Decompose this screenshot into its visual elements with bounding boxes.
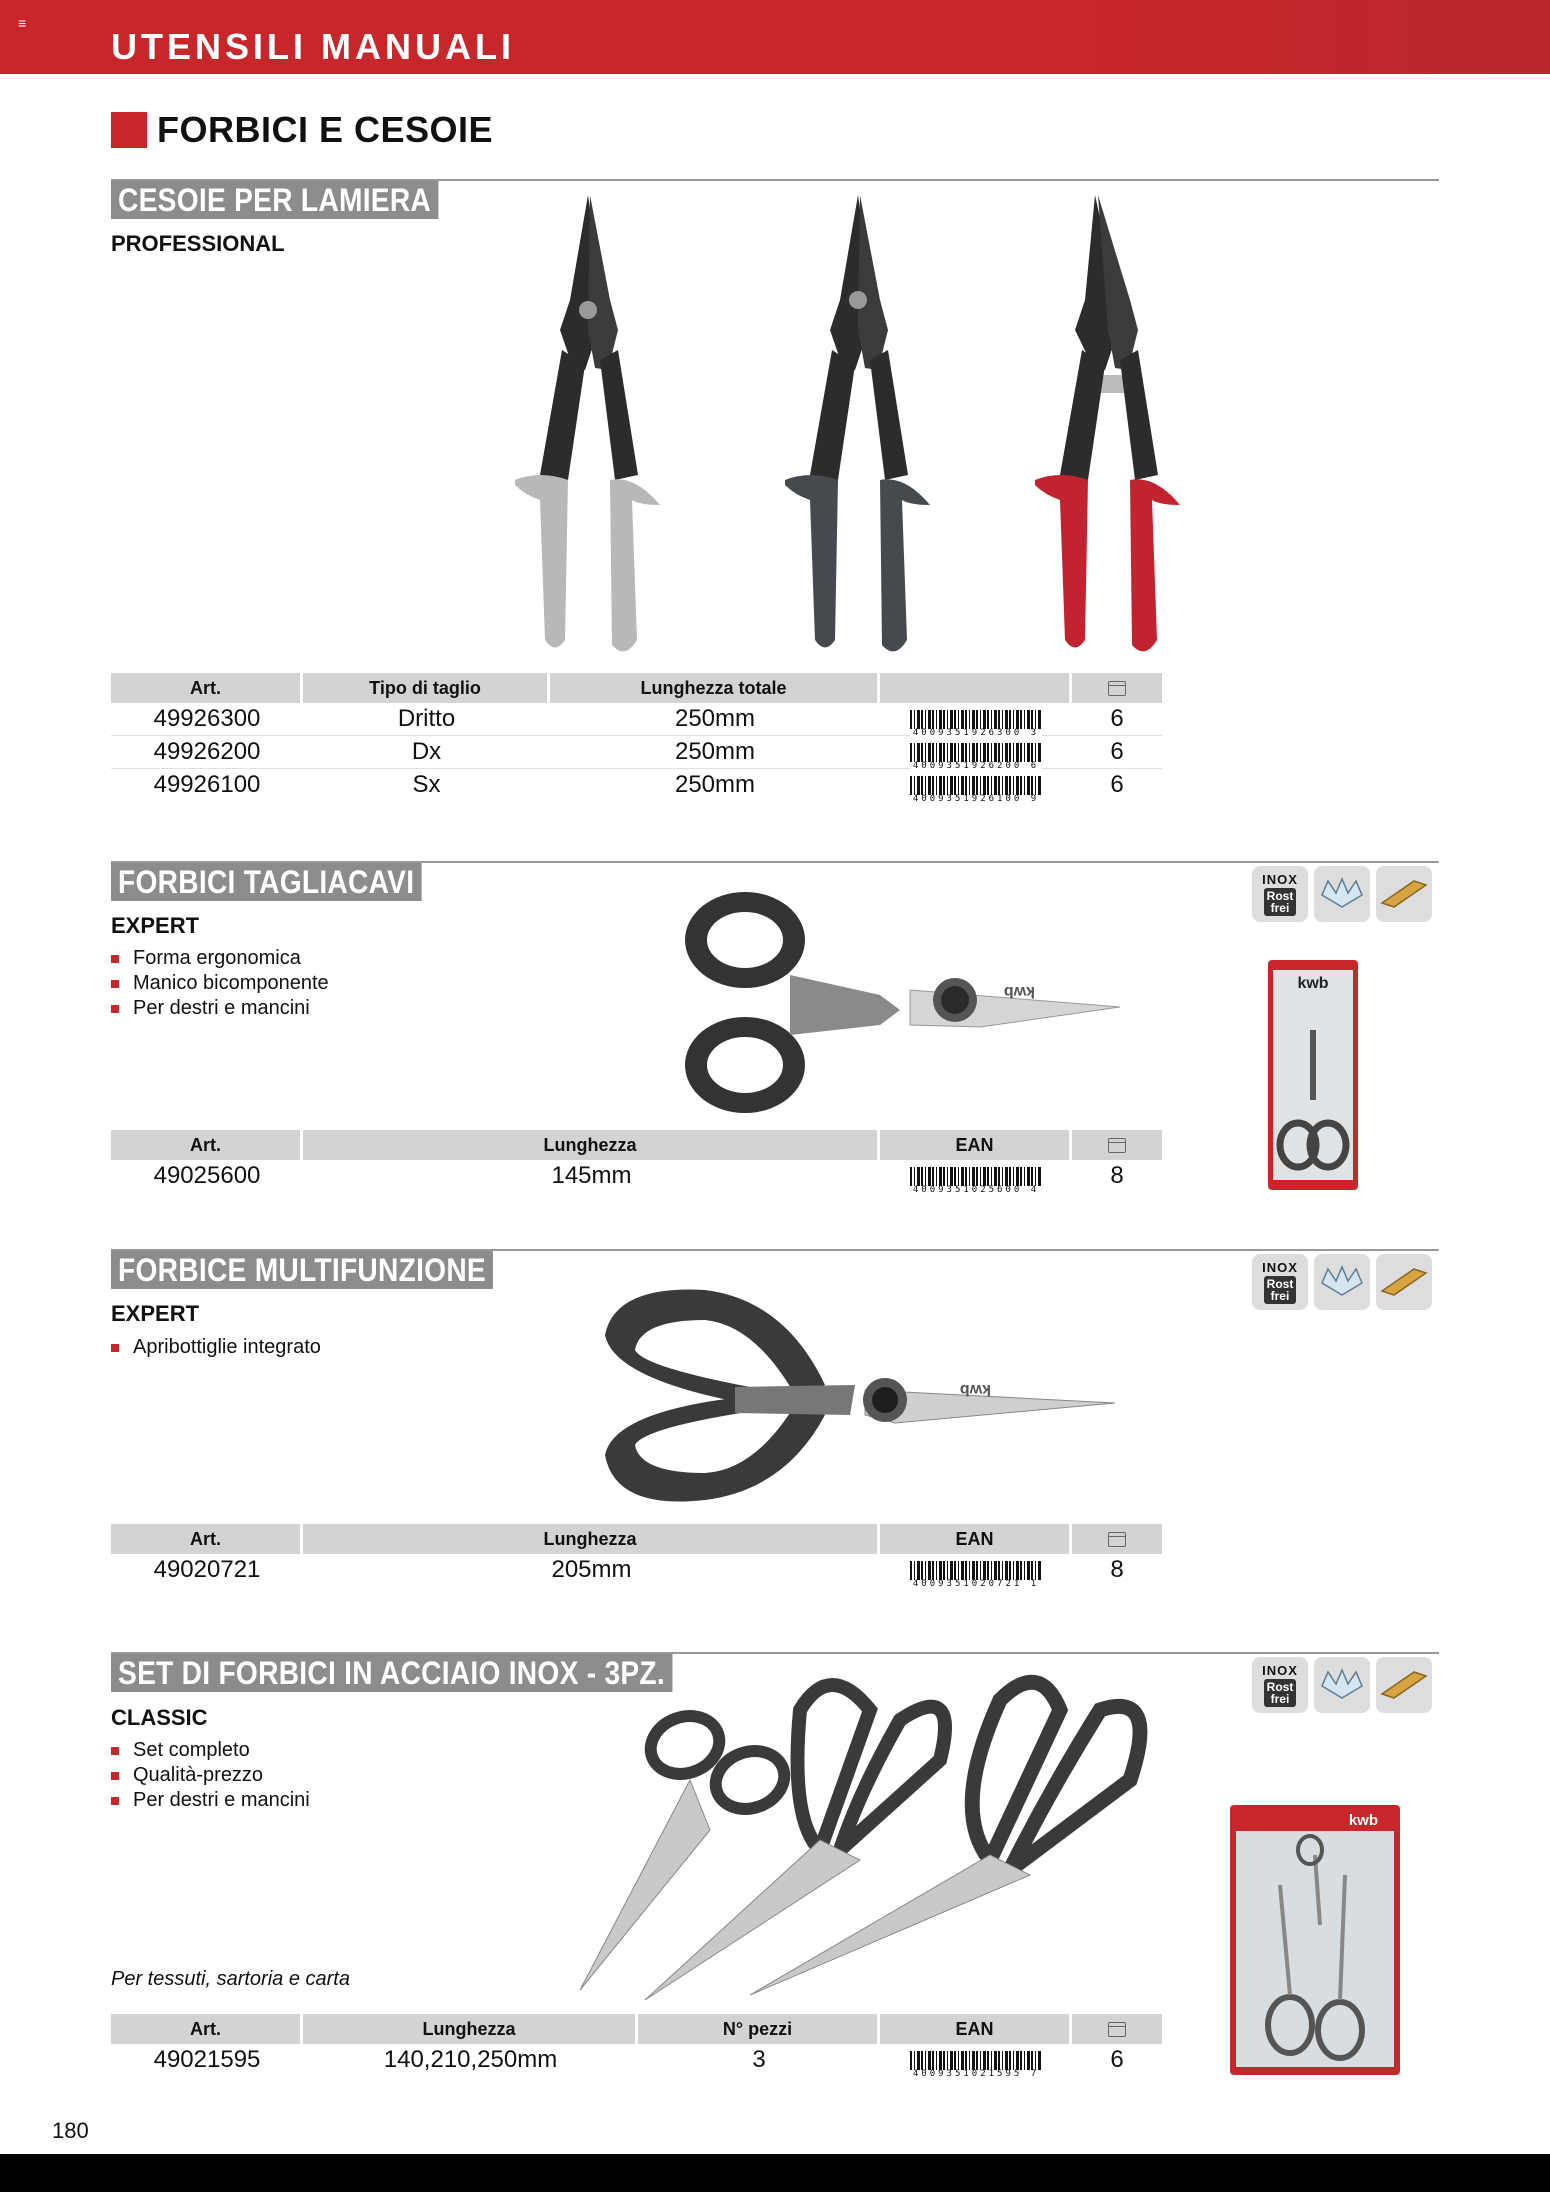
- col-art: Art.: [111, 673, 303, 703]
- red-bullet-icon: [111, 1005, 119, 1013]
- box-icon: [1108, 1532, 1126, 1547]
- box-qty: 6: [1072, 736, 1162, 769]
- red-bullet-icon: [111, 1747, 119, 1755]
- inox-rost-frei-icon: INOX Rost frei: [1252, 1657, 1308, 1713]
- box-qty: 6: [1110, 2046, 1124, 2073]
- col-ean: EAN: [880, 1524, 1072, 1554]
- barcode-number: 4009351926200 6: [910, 762, 1042, 771]
- feature-list: [111, 1738, 310, 1813]
- small-scissors: [580, 1707, 792, 1990]
- brand-label: kwb: [959, 1381, 991, 1398]
- length: 140,210,250mm: [383, 2046, 558, 2073]
- col-tipo-taglio: Tipo di taglio: [303, 673, 550, 703]
- piece-count: 3: [752, 2046, 766, 2073]
- table-row: [111, 2044, 1162, 2076]
- wood-board-icon: [1376, 1254, 1432, 1310]
- barcode-number: 4009351020721 1: [910, 1580, 1042, 1589]
- col-box-qty: [1072, 673, 1162, 703]
- cable-scissors-image: [680, 885, 1125, 1125]
- box-icon: [1108, 1138, 1126, 1153]
- col-box-qty: [1072, 1524, 1162, 1554]
- table-header-row: [111, 1130, 1162, 1160]
- section-subtitle: CLASSIC: [111, 1705, 208, 1730]
- inox-rost-frei-icon: INOX Rost frei: [1252, 866, 1308, 922]
- origami-boat-icon: [1314, 1657, 1370, 1713]
- section-subtitle: EXPERT: [111, 913, 200, 938]
- list-item: Manico bicomponente: [111, 971, 329, 996]
- section-title: FORBICI TAGLIACAVI: [111, 863, 421, 901]
- product-table-set-forbici: [111, 2014, 1162, 2079]
- list-item: Apribottiglie integrato: [111, 1335, 321, 1360]
- col-num-pezzi: N° pezzi: [638, 2014, 880, 2044]
- section-title: FORBICE MULTIFUNZIONE: [111, 1251, 493, 1289]
- table-row: [111, 1160, 1162, 1192]
- length: 250mm: [550, 736, 880, 769]
- red-bullet-icon: [111, 1772, 119, 1780]
- origami-boat-icon: [1314, 866, 1370, 922]
- barcode: [880, 736, 1072, 769]
- art-number: 49021595: [153, 2046, 261, 2073]
- barcode: [880, 703, 1072, 736]
- menu-icon[interactable]: ≡: [18, 15, 27, 31]
- brand-label: kwb: [1003, 983, 1035, 1000]
- cut-type: Dx: [303, 736, 550, 769]
- col-box-qty: [1072, 1130, 1162, 1160]
- brand-label: kwb: [1348, 1812, 1378, 1829]
- wood-board-icon: [1376, 866, 1432, 922]
- wood-board-icon: [1376, 1657, 1432, 1713]
- red-bullet-icon: [111, 980, 119, 988]
- blister-pack-set-image: [1230, 1805, 1400, 2075]
- barcode-icon: [910, 2051, 1042, 2079]
- art-number: 49025600: [153, 1162, 261, 1189]
- barcode: [880, 2044, 1072, 2079]
- red-bullet-icon: [111, 1344, 119, 1352]
- art-number: 49926200: [111, 736, 303, 769]
- art-number: 49926300: [111, 703, 303, 736]
- inox-rost-frei-icon: INOX Rost frei: [1252, 1254, 1308, 1310]
- multifunction-scissors-image: [595, 1275, 1125, 1515]
- barcode-number: 4009351021595 7: [910, 2070, 1042, 2079]
- table-row: [111, 703, 1162, 736]
- box-qty: 6: [1110, 771, 1124, 798]
- section-title: CESOIE PER LAMIERA: [111, 181, 438, 219]
- col-lunghezza: Lunghezza: [303, 2014, 638, 2044]
- art-number: 49020721: [153, 1556, 261, 1583]
- box-qty: 8: [1110, 1162, 1124, 1189]
- feature-list: [111, 1335, 321, 1360]
- barcode: [880, 1160, 1072, 1195]
- feature-badges: [1252, 866, 1432, 922]
- list-item: Forma ergonomica: [111, 946, 329, 971]
- footer-bar: [0, 2154, 1550, 2192]
- brand-label: kwb: [1297, 975, 1329, 992]
- feature-badges: [1252, 1254, 1432, 1310]
- page-number: 180: [52, 2118, 89, 2143]
- col-lunghezza: Lunghezza: [303, 1130, 880, 1160]
- section-subtitle: PROFESSIONAL: [111, 231, 285, 256]
- length: 205mm: [551, 1556, 632, 1583]
- col-ean: EAN: [880, 2014, 1072, 2044]
- scissors-set-image: [570, 1670, 1150, 2005]
- product-table-cesoie: [111, 673, 1162, 804]
- col-art: Art.: [111, 1524, 303, 1554]
- table-row: [111, 736, 1162, 769]
- snips-straight-grey: [515, 195, 660, 651]
- category-title: FORBICI E CESOIE: [157, 109, 494, 150]
- product-table-tagliacavi: [111, 1130, 1162, 1195]
- col-lunghezza: Lunghezza: [303, 1524, 880, 1554]
- cut-type: Dritto: [303, 703, 550, 736]
- snips-left-red: [1035, 195, 1180, 651]
- box-icon: [1108, 2022, 1126, 2037]
- length: 250mm: [550, 703, 880, 736]
- box-qty: 6: [1072, 703, 1162, 736]
- barcode: [880, 769, 1072, 804]
- table-header-row: [111, 2014, 1162, 2044]
- length: 145mm: [551, 1162, 632, 1189]
- red-bullet-icon: [111, 1797, 119, 1805]
- col-ean: EAN: [880, 1130, 1072, 1160]
- blister-pack-tagliacavi-image: [1268, 960, 1358, 1190]
- barcode-icon: [910, 1167, 1042, 1195]
- usage-note: Per tessuti, sartoria e carta: [111, 1968, 350, 1990]
- length: 250mm: [674, 771, 756, 798]
- barcode-number: 4009351926300 3: [910, 729, 1042, 738]
- col-lunghezza-totale: Lunghezza totale: [550, 673, 880, 703]
- list-item: Set completo: [111, 1738, 310, 1763]
- red-bullet-icon: [111, 955, 119, 963]
- snips-right-dark: [785, 195, 930, 651]
- barcode-number: 4009351926100 9: [910, 795, 1042, 804]
- box-icon: [1108, 681, 1126, 696]
- barcode-icon: [910, 710, 1042, 738]
- aviation-snips-image: [500, 190, 1200, 660]
- barcode: [880, 1554, 1072, 1589]
- product-table-multifunzione: [111, 1524, 1162, 1589]
- list-item: Per destri e mancini: [111, 1788, 310, 1813]
- feature-badges: [1252, 1657, 1432, 1713]
- feature-list: [111, 946, 329, 1021]
- table-row: [111, 769, 1162, 801]
- barcode-icon: [910, 776, 1042, 804]
- chapter-title: UTENSILI MANUALI: [111, 26, 515, 67]
- list-item: Per destri e mancini: [111, 996, 329, 1021]
- cut-type: Sx: [412, 771, 441, 798]
- top-header-bar: [0, 0, 1550, 74]
- col-art: Art.: [111, 2014, 303, 2044]
- section-title: SET DI FORBICI IN ACCIAIO INOX - 3PZ.: [111, 1654, 672, 1692]
- col-art: Art.: [111, 1130, 303, 1160]
- red-square-icon: [111, 112, 147, 148]
- origami-boat-icon: [1314, 1254, 1370, 1310]
- box-qty: 8: [1110, 1556, 1124, 1583]
- art-number: 49926100: [153, 771, 261, 798]
- table-header-row: [111, 1524, 1162, 1554]
- category-heading: [111, 110, 493, 150]
- barcode-number: 4009351025600 4: [910, 1186, 1042, 1195]
- col-barcode: [880, 673, 1072, 703]
- barcode-icon: [910, 1561, 1042, 1589]
- col-box-qty: [1072, 2014, 1162, 2044]
- barcode-icon: [910, 743, 1042, 771]
- table-header-row: [111, 673, 1162, 703]
- section-subtitle: EXPERT: [111, 1301, 200, 1326]
- table-row: [111, 1554, 1162, 1586]
- list-item: Qualità-prezzo: [111, 1763, 310, 1788]
